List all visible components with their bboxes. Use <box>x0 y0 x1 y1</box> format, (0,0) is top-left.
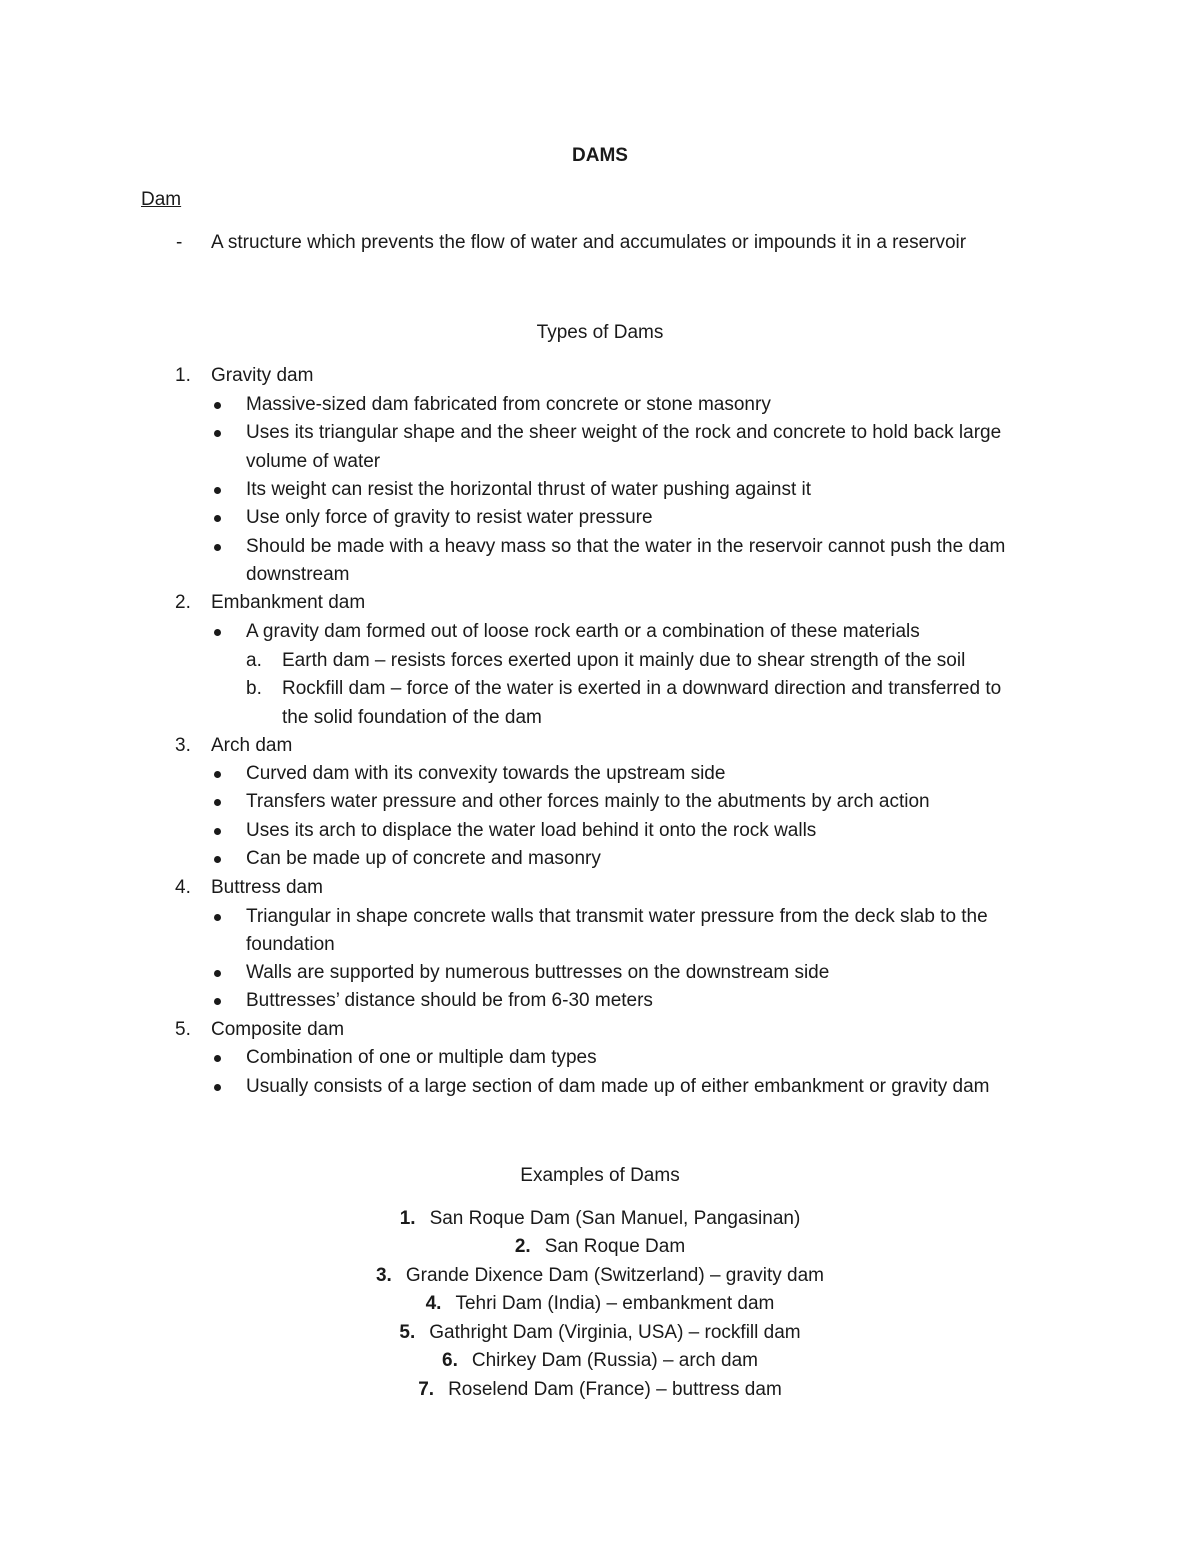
type-point: Use only force of gravity to resist water pressure <box>246 507 653 528</box>
example-item <box>0 1263 1200 1289</box>
bullet-icon <box>214 771 221 778</box>
example-number: 5. <box>399 1322 416 1343</box>
bullet-icon <box>214 970 221 977</box>
bullet-icon <box>214 856 221 863</box>
type-point: Transfers water pressure and other forces mainly to the abutments by arch action <box>246 791 930 812</box>
type-number: 2. <box>175 592 191 613</box>
term-heading: Dam <box>141 189 182 210</box>
example-item <box>0 1291 1200 1317</box>
subpoint-marker: a. <box>246 650 262 671</box>
example-text: San Roque Dam <box>544 1236 686 1257</box>
bullet-icon <box>214 544 221 551</box>
type-number: 3. <box>175 735 191 756</box>
type-point-continuation: downstream <box>246 564 350 585</box>
subpoint-continuation: the solid foundation of the dam <box>282 707 542 728</box>
type-point: Triangular in shape concrete walls that transmit water pressure from the deck slab to the <box>246 906 988 927</box>
example-text: Chirkey Dam (Russia) – arch dam <box>471 1350 758 1371</box>
example-item <box>0 1206 1200 1232</box>
example-item <box>0 1377 1200 1403</box>
bullet-icon <box>214 1055 221 1062</box>
type-number: 4. <box>175 877 191 898</box>
type-point: Should be made with a heavy mass so that the water in the reservoir cannot push the dam <box>246 536 1006 557</box>
type-point: Massive-sized dam fabricated from concrete or stone masonry <box>246 394 771 415</box>
example-text: Roselend Dam (France) – buttress dam <box>448 1379 782 1400</box>
type-point: Uses its arch to displace the water load behind it onto the rock walls <box>246 820 817 841</box>
type-name: Composite dam <box>211 1019 345 1040</box>
bullet-icon <box>214 487 221 494</box>
type-point: Can be made up of concrete and masonry <box>246 848 601 869</box>
type-point: Buttresses’ distance should be from 6-30 meters <box>246 990 653 1011</box>
type-point: Usually consists of a large section of dam made up of either embankment or gravity dam <box>246 1076 990 1097</box>
example-number: 1. <box>399 1208 416 1229</box>
bullet-icon <box>214 629 221 636</box>
type-name: Arch dam <box>211 735 293 756</box>
definition-text: A structure which prevents the flow of water and accumulates or impounds it in a reservoir <box>211 232 967 253</box>
type-name: Buttress dam <box>211 877 323 898</box>
bullet-icon <box>214 402 221 409</box>
type-point: Combination of one or multiple dam types <box>246 1047 597 1068</box>
example-item <box>0 1348 1200 1374</box>
type-name: Gravity dam <box>211 365 314 386</box>
types-heading: Types of Dams <box>536 322 664 343</box>
example-item <box>0 1234 1200 1260</box>
type-point: Uses its triangular shape and the sheer weight of the rock and concrete to hold back large <box>246 422 1002 443</box>
type-number: 1. <box>175 365 191 386</box>
document-title: DAMS <box>572 145 628 166</box>
subpoint-text: Rockfill dam – force of the water is exerted in a downward direction and transferred to <box>282 678 1002 699</box>
type-point-continuation: foundation <box>246 934 335 955</box>
bullet-icon <box>214 515 221 522</box>
bullet-icon <box>214 914 221 921</box>
type-point: A gravity dam formed out of loose rock earth or a combination of these materials <box>246 621 920 642</box>
bullet-icon <box>214 1084 221 1091</box>
type-point: Curved dam with its convexity towards the upstream side <box>246 763 726 784</box>
example-text: Grande Dixence Dam (Switzerland) – gravity dam <box>405 1265 825 1286</box>
bullet-icon <box>214 430 221 437</box>
example-text: Gathright Dam (Virginia, USA) – rockfill dam <box>429 1322 801 1343</box>
bullet-icon <box>214 828 221 835</box>
examples-heading: Examples of Dams <box>520 1165 680 1186</box>
example-text: San Roque Dam (San Manuel, Pangasinan) <box>429 1208 801 1229</box>
type-name: Embankment dam <box>211 592 366 613</box>
example-number: 6. <box>442 1350 458 1371</box>
example-item <box>0 1320 1200 1346</box>
definition-marker: - <box>176 232 183 253</box>
bullet-icon <box>214 799 221 806</box>
subpoint-marker: b. <box>246 678 262 699</box>
type-point: Its weight can resist the horizontal thrust of water pushing against it <box>246 479 812 500</box>
example-text: Tehri Dam (India) – embankment dam <box>455 1293 775 1314</box>
bullet-icon <box>214 998 221 1005</box>
type-number: 5. <box>175 1019 191 1040</box>
example-number: 4. <box>425 1293 442 1314</box>
subpoint-text: Earth dam – resists forces exerted upon it mainly due to shear strength of the soil <box>282 650 966 671</box>
type-point: Walls are supported by numerous buttresses on the downstream side <box>246 962 830 983</box>
example-number: 2. <box>514 1236 531 1257</box>
example-number: 7. <box>418 1379 435 1400</box>
example-number: 3. <box>375 1265 392 1286</box>
type-point-continuation: volume of water <box>246 451 381 472</box>
